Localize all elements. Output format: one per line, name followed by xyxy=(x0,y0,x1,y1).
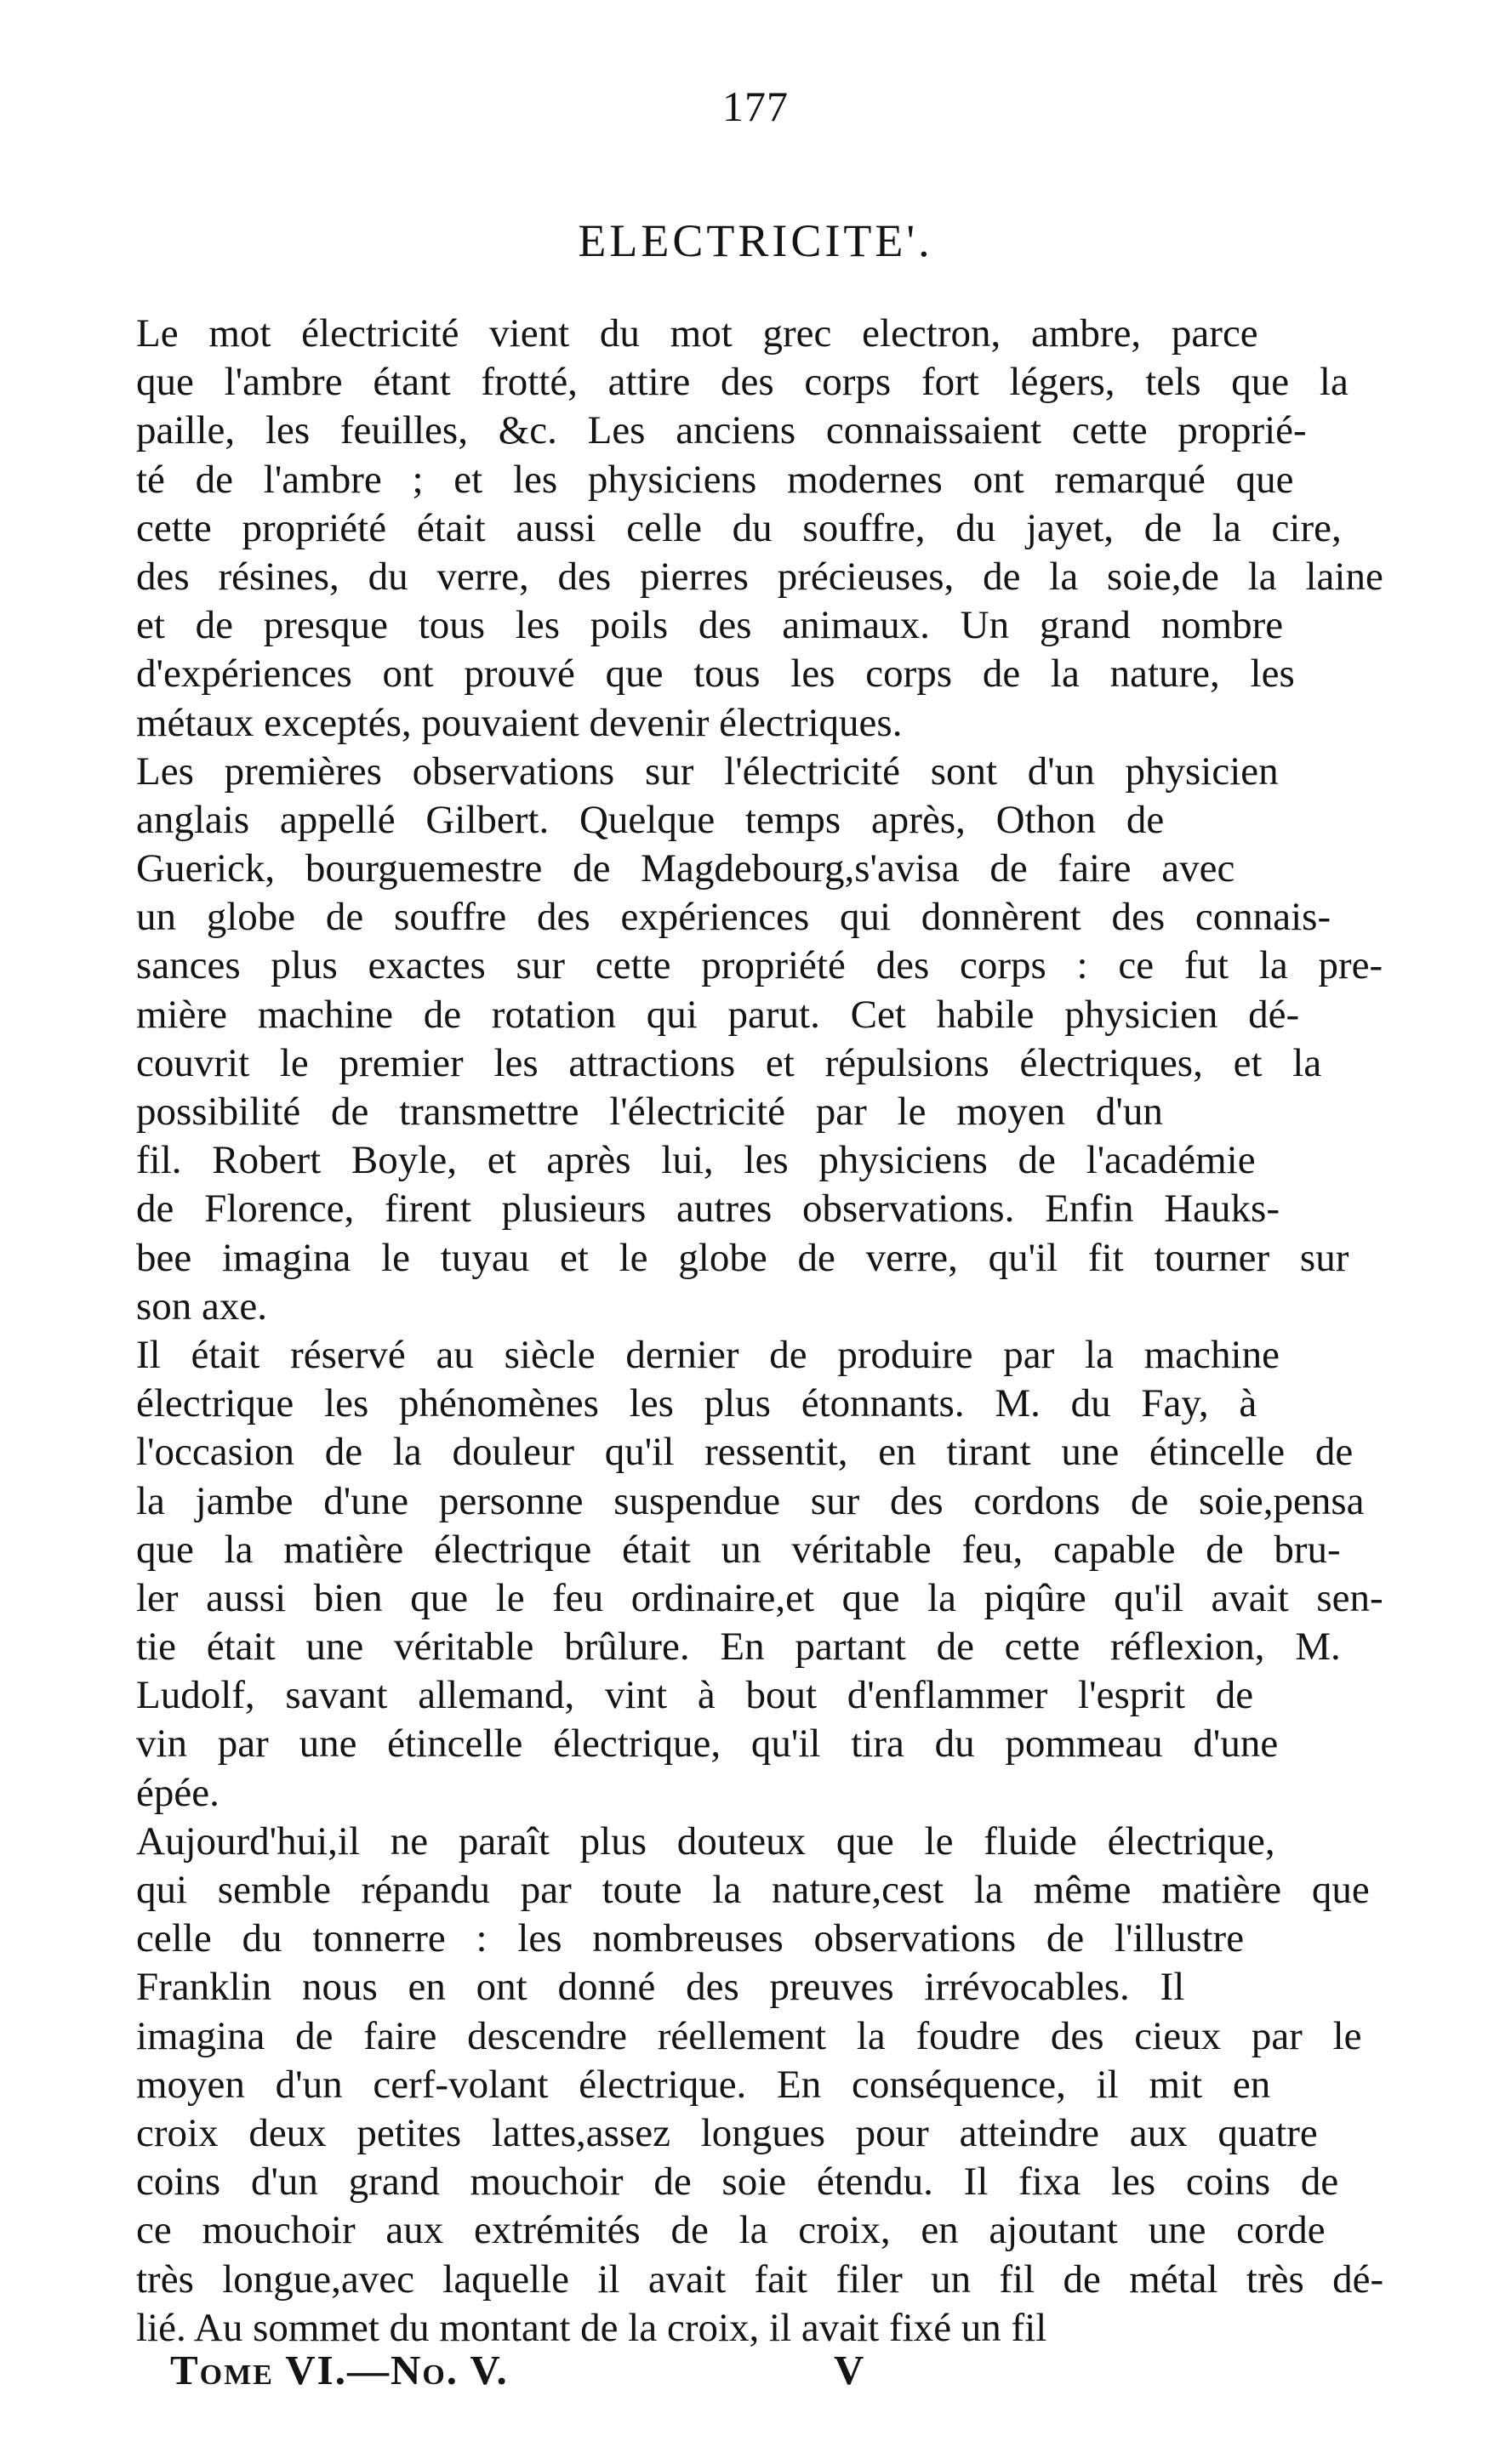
text-line: Il était réservé au siècle dernier de produire par la machine xyxy=(136,1332,1280,1377)
text-line: bee imagina le tuyau et le globe de verre, qu'il fit tourner sur xyxy=(136,1235,1349,1280)
text-line: celle du tonnerre : les nombreuses observations de l'illustre xyxy=(136,1916,1245,1961)
text-line: imagina de faire descendre réellement la foudre des cieux par le xyxy=(136,2013,1362,2058)
text-line: cette propriété était aussi celle du souffre, du jayet, de la cire, xyxy=(136,505,1342,550)
volume-signature: Tome VI.—No. V. xyxy=(170,2347,509,2393)
text-line: et de presque tous les poils des animaux. Un grand nombre xyxy=(136,603,1284,648)
text-line: mière machine de rotation qui parut. Cet habile physicien dé- xyxy=(136,992,1300,1037)
text-line: son axe. xyxy=(136,1283,268,1329)
text-line: coins d'un grand mouchoir de soie étendu. Il fixa les coins de xyxy=(136,2160,1339,2205)
text-line: té de l'ambre ; et les physiciens modernes ont remarqué que xyxy=(136,457,1294,502)
text-line: métaux exceptés, pouvaient devenir électriques. xyxy=(136,700,903,745)
text-line: vin par une étincelle électrique, qu'il tira du pommeau d'une xyxy=(136,1721,1279,1767)
text-line: croix deux petites lattes,assez longues pour atteindre aux quatre xyxy=(136,2110,1318,2155)
text-line: Guerick, bourguemestre de Magdebourg,s'avisa de faire avec xyxy=(136,846,1235,891)
text-line: paille, les feuilles, &c. Les anciens connaissaient cette proprié- xyxy=(136,408,1307,453)
text-line: sances plus exactes sur cette propriété des corps : ce fut la pre- xyxy=(136,943,1383,988)
text-line: des résines, du verre, des pierres précieuses, de la soie,de la laine xyxy=(136,554,1383,599)
text-line: électrique les phénomènes les plus étonnants. M. du Fay, à xyxy=(136,1381,1257,1426)
text-line: l'occasion de la douleur qu'il ressentit, en tirant une étincelle de xyxy=(136,1430,1354,1475)
text-line: très longue,avec laquelle il avait fait filer un fil de métal très dé- xyxy=(136,2256,1384,2302)
text-line: couvrit le premier les attractions et répulsions électriques, et la xyxy=(136,1040,1322,1085)
text-line: ler aussi bien que le feu ordinaire,et que la piqûre qu'il avait sen- xyxy=(136,1575,1383,1620)
text-line: que la matière électrique était un véritable feu, capable de bru- xyxy=(136,1527,1341,1572)
text-line: un globe de souffre des expériences qui donnèrent des connais- xyxy=(136,895,1331,940)
text-line: Les premières observations sur l'électricité sont d'un physicien xyxy=(136,748,1279,794)
page-title: ELECTRICITE'. xyxy=(578,215,933,266)
text-line: moyen d'un cerf-volant électrique. En conséquence, il mit en xyxy=(136,2062,1271,2107)
text-line: d'expériences ont prouvé que tous les corps de la nature, les xyxy=(136,652,1295,697)
body-text xyxy=(136,310,1383,2353)
text-line: Aujourd'hui,il ne paraît plus douteux que le fluide électrique, xyxy=(136,1818,1275,1864)
text-line: Franklin nous en ont donné des preuves irrévocables. Il xyxy=(136,1965,1185,2010)
text-line: la jambe d'une personne suspendue sur des cordons de soie,pensa xyxy=(136,1478,1365,1523)
text-line: tie était une véritable brûlure. En partant de cette réflexion, M. xyxy=(136,1625,1341,1670)
page-number: 177 xyxy=(722,83,789,130)
page-footer xyxy=(170,2346,1378,2397)
text-line: anglais appellé Gilbert. Quelque temps après, Othon de xyxy=(136,797,1165,842)
text-line: lié. Au sommet du montant de la croix, il avait fixé un fil xyxy=(136,2305,1047,2350)
text-line: qui semble répandu par toute la nature,cest la même matière que xyxy=(136,1868,1370,1912)
text-line: que l'ambre étant frotté, attire des corps fort légers, tels que la xyxy=(136,360,1348,405)
text-line: possibilité de transmettre l'électricité par le moyen d'un xyxy=(136,1090,1163,1134)
text-line: de Florence, firent plusieurs autres observations. Enfin Hauks- xyxy=(136,1186,1280,1232)
text-line: ce mouchoir aux extrémités de la croix, en ajoutant une corde xyxy=(136,2208,1326,2253)
text-line: épée. xyxy=(136,1770,220,1815)
signature-mark: V xyxy=(834,2347,864,2393)
text-line: Ludolf, savant allemand, vint à bout d'enflammer l'esprit de xyxy=(136,1673,1254,1718)
text-line: fil. Robert Boyle, et après lui, les physiciens de l'académie xyxy=(136,1138,1256,1183)
text-line: Le mot électricité vient du mot grec electron, ambre, parce xyxy=(136,311,1258,356)
